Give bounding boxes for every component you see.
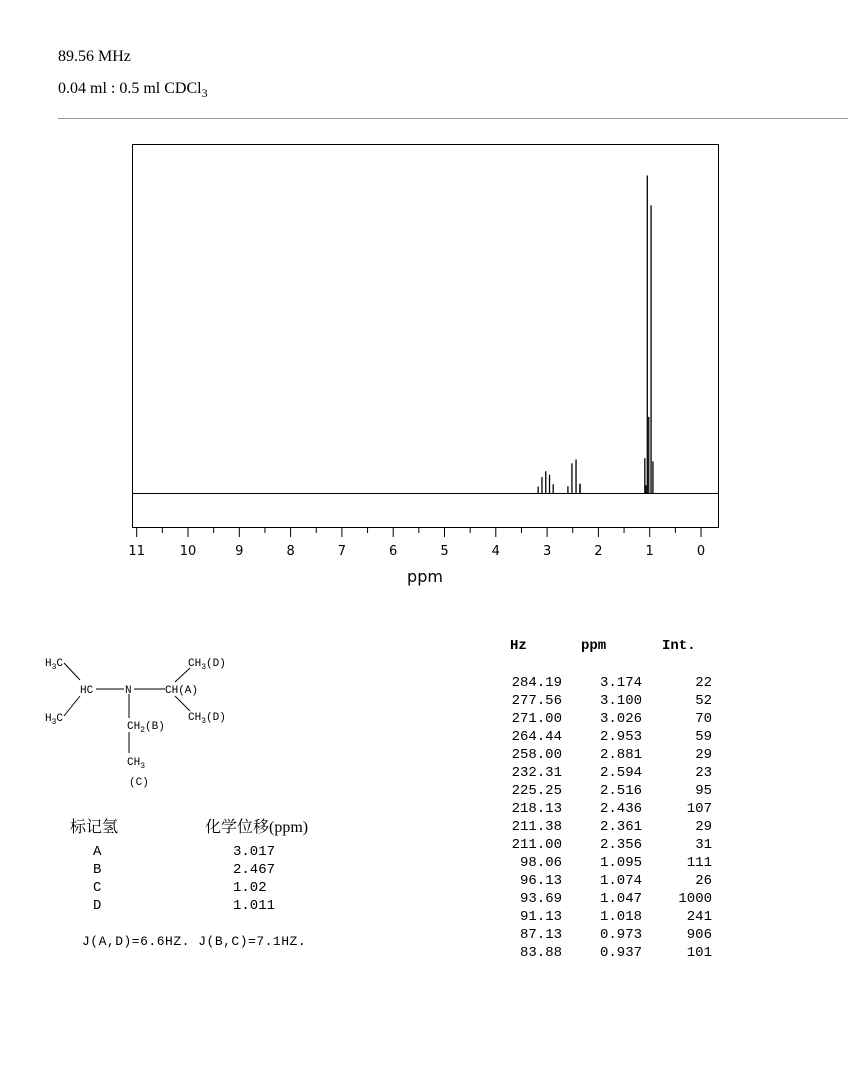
nitrogen-atom: N bbox=[125, 685, 132, 697]
peak-hz: 264.44 bbox=[511, 729, 562, 745]
peak-hz: 225.25 bbox=[511, 783, 562, 799]
peak-table-row bbox=[0, 747, 848, 765]
x-axis-ticks bbox=[128, 528, 705, 559]
peak-ppm: 2.594 bbox=[599, 765, 642, 781]
peak-ppm: 1.095 bbox=[599, 855, 642, 871]
peak-table-row bbox=[0, 801, 848, 819]
label-d: (D) bbox=[206, 658, 226, 670]
peak-intensity: 52 bbox=[695, 693, 712, 709]
spectrometer-frequency: 89.56 MHz bbox=[58, 48, 131, 65]
peak-table-header-hz: Hz bbox=[510, 638, 527, 654]
x-tick-label: 1 bbox=[645, 544, 654, 559]
atom-c: C bbox=[56, 658, 64, 670]
atom-ch: CH bbox=[127, 721, 141, 733]
peak-hz: 232.31 bbox=[511, 765, 562, 781]
peak-hz: 284.19 bbox=[511, 675, 562, 691]
peak-hz: 91.13 bbox=[519, 909, 562, 925]
peak-ppm: 2.516 bbox=[599, 783, 642, 799]
peak-intensity: 70 bbox=[695, 711, 712, 727]
atom-ch: CH bbox=[127, 757, 141, 769]
assignment-label: D bbox=[93, 898, 102, 914]
peak-intensity: 101 bbox=[686, 945, 712, 961]
sample-description-text: 0.04 ml : 0.5 ml CDCl bbox=[58, 80, 202, 97]
peak-ppm: 1.074 bbox=[599, 873, 642, 889]
atom-h: H bbox=[45, 713, 52, 725]
assignment-shift: 2.467 bbox=[233, 862, 276, 878]
assignment-label: A bbox=[93, 844, 102, 860]
assignment-shift-header: 化学位移(ppm) bbox=[205, 819, 309, 836]
assignment-shift: 1.02 bbox=[233, 880, 267, 896]
x-tick-label: 10 bbox=[179, 544, 197, 559]
x-tick-label: 7 bbox=[337, 544, 347, 559]
peak-ppm: 2.953 bbox=[599, 729, 642, 745]
x-tick-label: 5 bbox=[440, 544, 449, 559]
assignment-label: B bbox=[93, 862, 102, 878]
peak-table-row bbox=[0, 693, 848, 711]
right-ch-a: CH(A) bbox=[165, 685, 199, 697]
x-tick-label: 6 bbox=[389, 544, 398, 559]
peak-table-row bbox=[0, 675, 848, 693]
peak-table-row bbox=[0, 909, 848, 927]
peak-hz: 93.69 bbox=[519, 891, 562, 907]
subscript-3: 3 bbox=[51, 718, 57, 727]
peak-hz: 218.13 bbox=[511, 801, 562, 817]
peak-ppm: 3.100 bbox=[599, 693, 642, 709]
peak-ppm: 3.174 bbox=[599, 675, 642, 691]
label-b: (B) bbox=[145, 721, 165, 733]
subscript-3: 3 bbox=[201, 663, 207, 672]
peak-intensity: 111 bbox=[686, 855, 712, 871]
atom-c: C bbox=[56, 713, 64, 725]
peak-intensity: 22 bbox=[695, 675, 712, 691]
subscript-2: 2 bbox=[140, 726, 146, 735]
peak-table-row bbox=[0, 765, 848, 783]
peak-table-row bbox=[0, 837, 848, 855]
peak-hz: 87.13 bbox=[519, 927, 562, 943]
label-d: (D) bbox=[206, 712, 226, 724]
peak-table-row bbox=[0, 711, 848, 729]
peak-ppm: 0.937 bbox=[599, 945, 642, 961]
assignment-shift: 3.017 bbox=[233, 844, 276, 860]
peak-ppm: 1.047 bbox=[599, 891, 642, 907]
peak-ppm: 2.881 bbox=[599, 747, 642, 763]
coupling-constants: J(A,D)=6.6HZ. J(B,C)=7.1HZ. bbox=[82, 934, 307, 949]
peak-group bbox=[538, 176, 653, 494]
peak-hz: 211.00 bbox=[511, 837, 562, 853]
peak-intensity: 29 bbox=[695, 747, 712, 763]
peak-hz: 271.00 bbox=[511, 711, 562, 727]
peak-table-row bbox=[0, 819, 848, 837]
x-tick-label: 11 bbox=[128, 544, 145, 559]
x-tick-label: 2 bbox=[594, 544, 603, 559]
peak-intensity: 95 bbox=[695, 783, 712, 799]
peak-ppm: 1.018 bbox=[599, 909, 642, 925]
peak-intensity: 906 bbox=[686, 927, 712, 943]
peak-table-header-ppm: ppm bbox=[581, 638, 607, 654]
peak-ppm: 2.361 bbox=[599, 819, 642, 835]
x-tick-label: 4 bbox=[491, 544, 500, 559]
subscript-3: 3 bbox=[140, 762, 146, 771]
peak-table-row bbox=[0, 927, 848, 945]
right-methyl-top-d bbox=[188, 658, 226, 672]
peak-ppm: 2.356 bbox=[599, 837, 642, 853]
peak-table-row bbox=[0, 891, 848, 909]
atom-ch: CH bbox=[188, 712, 202, 724]
peak-intensity: 241 bbox=[686, 909, 712, 925]
peak-intensity: 107 bbox=[686, 801, 712, 817]
x-tick-label: 8 bbox=[286, 544, 295, 559]
plot-frame bbox=[133, 145, 719, 528]
left-ch: HC bbox=[80, 685, 94, 697]
peak-ppm: 0.973 bbox=[599, 927, 642, 943]
x-tick-label: 0 bbox=[696, 544, 706, 559]
peak-table-header-int: Int. bbox=[662, 638, 696, 654]
peak-hz: 98.06 bbox=[519, 855, 562, 871]
sample-subscript: 3 bbox=[201, 86, 208, 101]
x-tick-label: 3 bbox=[542, 544, 552, 559]
x-tick-label: 9 bbox=[235, 544, 244, 559]
peak-table-row bbox=[0, 873, 848, 891]
subscript-3: 3 bbox=[201, 717, 207, 726]
peak-table-row bbox=[0, 855, 848, 873]
peak-intensity: 1000 bbox=[678, 891, 712, 907]
peak-hz: 96.13 bbox=[519, 873, 562, 889]
peak-hz: 277.56 bbox=[511, 693, 562, 709]
peak-table-row bbox=[0, 729, 848, 747]
peak-hz: 258.00 bbox=[511, 747, 562, 763]
left-methyl-top bbox=[45, 658, 63, 672]
assignment-shift: 1.011 bbox=[233, 898, 276, 914]
assignment-label: C bbox=[93, 880, 102, 896]
peak-hz: 211.38 bbox=[511, 819, 562, 835]
atom-h: H bbox=[45, 658, 52, 670]
peak-ppm: 3.026 bbox=[599, 711, 642, 727]
peak-table-row bbox=[0, 945, 848, 963]
peak-intensity: 23 bbox=[695, 765, 712, 781]
peak-ppm: 2.436 bbox=[599, 801, 642, 817]
peak-intensity: 59 bbox=[695, 729, 712, 745]
peak-intensity: 26 bbox=[695, 873, 712, 889]
ethyl-ch3-label-c: (C) bbox=[129, 777, 149, 789]
atom-ch: CH bbox=[188, 658, 202, 670]
peak-intensity: 29 bbox=[695, 819, 712, 835]
assignment-label-header: 标记氢 bbox=[70, 819, 119, 836]
x-axis-label: ppm bbox=[407, 567, 443, 586]
peak-table-row bbox=[0, 783, 848, 801]
peak-hz: 83.88 bbox=[519, 945, 562, 961]
subscript-3: 3 bbox=[51, 663, 57, 672]
peak-intensity: 31 bbox=[695, 837, 712, 853]
